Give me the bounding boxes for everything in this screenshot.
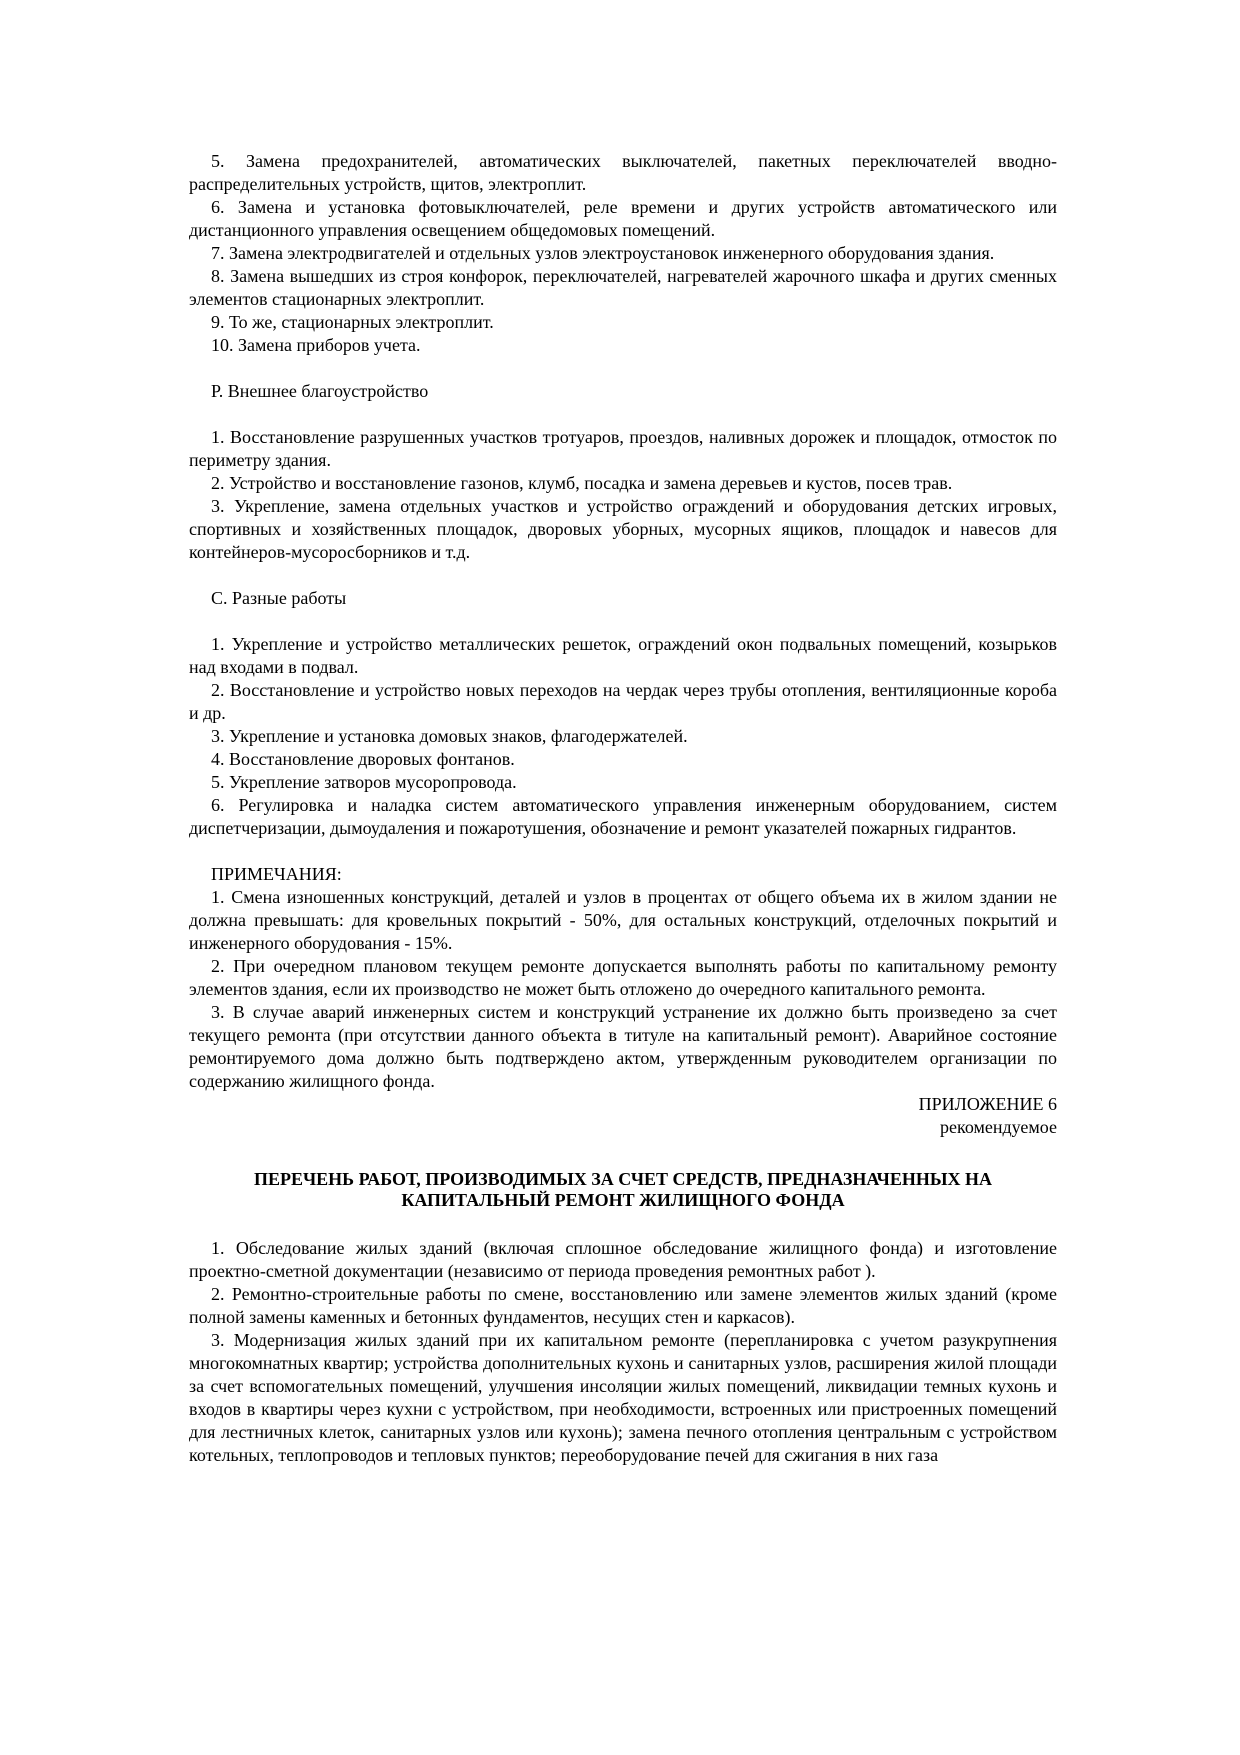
spacer xyxy=(189,357,1057,380)
section-p-heading: Р. Внешнее благоустройство xyxy=(211,381,429,401)
spacer xyxy=(189,564,1057,587)
list-item: 3. Укрепление, замена отдельных участков и устройство ограждений и оборудования детских игровых, спортивных и хозяйственных площадок, дворовых уборных, мусорных ящиков, площадок и навесов для контейнеров-мусоросборников и т.д. xyxy=(189,496,1057,562)
section-c-heading: С. Разные работы xyxy=(211,588,347,608)
appendix-sublabel: рекомендуемое xyxy=(940,1117,1057,1137)
list-item: 2. Ремонтно-строительные работы по смене, восстановлению или замене элементов жилых зданий (кроме полной замены каменных и бетонных фундаментов, несущих стен и каркасов). xyxy=(189,1284,1057,1327)
section-o-list xyxy=(189,150,1057,357)
appendix-title-line: ПЕРЕЧЕНЬ РАБОТ, ПРОИЗВОДИМЫХ ЗА СЧЕТ СРЕДСТВ, ПРЕДНАЗНАЧЕННЫХ НА xyxy=(253,1169,993,1189)
appendix-title xyxy=(189,1169,1057,1211)
list-item: 5. Замена предохранителей, автоматических выключателей, пакетных переключателей вводно-распределительных устройств, щитов, электроплит. xyxy=(189,151,1057,194)
spacer xyxy=(189,403,1057,426)
notes-heading: ПРИМЕЧАНИЯ: xyxy=(211,864,342,884)
note-item: 1. Смена изношенных конструкций, деталей и узлов в процентах от общего объема их в жилом здании не должна превышать: для кровельных покрытий - 50%, для остальных конструкций, отделочных покрытий и инженерного оборудования - 15%. xyxy=(189,887,1057,953)
section-p-list xyxy=(189,426,1057,564)
list-item: 8. Замена вышедших из строя конфорок, переключателей, нагревателей жарочного шкафа и других сменных элементов стационарных электроплит. xyxy=(189,266,1057,309)
list-item: 3. Модернизация жилых зданий при их капитальном ремонте (перепланировка с учетом разукрупнения многокомнатных квартир; устройства дополнительных кухонь и санитарных узлов, расширения жилой площади за счет вспомогательных помещений, улучшения инсоляции жилых помещений, ликвидации темных кухонь и входов в квартиры через кухни с устройством, при необходимости, встроенных или пристроенных помещений для лестничных клеток, санитарных узлов или кухонь); замена печного отопления центральным с устройством котельных, теплопроводов и тепловых пунктов; переоборудование печей для сжигания в них газа xyxy=(189,1330,1057,1465)
list-item: 2. Устройство и восстановление газонов, клумб, посадка и замена деревьев и кустов, посев трав. xyxy=(211,473,953,493)
list-item: 1. Укрепление и устройство металлических решеток, ограждений окон подвальных помещений, козырьков над входами в подвал. xyxy=(189,634,1057,677)
spacer xyxy=(189,840,1057,863)
appendix-list xyxy=(189,1237,1057,1467)
list-item: 10. Замена приборов учета. xyxy=(211,335,421,355)
list-item: 2. Восстановление и устройство новых переходов на чердак через трубы отопления, вентиляционные короба и др. xyxy=(189,680,1057,723)
list-item: 7. Замена электродвигателей и отдельных узлов электроустановок инженерного оборудования здания. xyxy=(211,243,995,263)
list-item: 5. Укрепление затворов мусоропровода. xyxy=(211,772,517,792)
notes-list xyxy=(189,886,1057,1093)
note-item: 2. При очередном плановом текущем ремонте допускается выполнять работы по капитальному ремонту элементов здания, если их производство не может быть отложено до очередного капитального ремонта. xyxy=(189,956,1057,999)
spacer xyxy=(189,1139,1057,1169)
list-item: 1. Обследование жилых зданий (включая сплошное обследование жилищного фонда) и изготовление проектно-сметной документации (независимо от периода проведения ремонтных работ ). xyxy=(189,1238,1057,1281)
list-item: 4. Восстановление дворовых фонтанов. xyxy=(211,749,515,769)
spacer xyxy=(189,610,1057,633)
list-item: 9. То же, стационарных электроплит. xyxy=(211,312,494,332)
section-c-list xyxy=(189,633,1057,840)
appendix-label: ПРИЛОЖЕНИЕ 6 xyxy=(918,1094,1057,1114)
list-item: 1. Восстановление разрушенных участков тротуаров, проездов, наливных дорожек и площадок, отмосток по периметру здания. xyxy=(189,427,1057,470)
list-item: 6. Замена и установка фотовыключателей, реле времени и других устройств автоматического или дистанционного управления освещением общедомовых помещений. xyxy=(189,197,1057,240)
document-page xyxy=(189,150,1057,1467)
appendix-title-line: КАПИТАЛЬНЫЙ РЕМОНТ ЖИЛИЩНОГО ФОНДА xyxy=(401,1190,845,1210)
list-item: 3. Укрепление и установка домовых знаков, флагодержателей. xyxy=(211,726,688,746)
note-item: 3. В случае аварий инженерных систем и конструкций устранение их должно быть произведено за счет текущего ремонта (при отсутствии данного объекта в титуле на капитальный ремонт). Аварийное состояние ремонтируемого дома должно быть подтверждено актом, утвержденным руководителем организации по содержанию жилищного фонда. xyxy=(189,1002,1057,1091)
list-item: 6. Регулировка и наладка систем автоматического управления инженерным оборудованием, систем диспетчеризации, дымоудаления и пожаротушения, обозначение и ремонт указателей пожарных гидрантов. xyxy=(189,795,1057,838)
spacer xyxy=(189,1211,1057,1237)
